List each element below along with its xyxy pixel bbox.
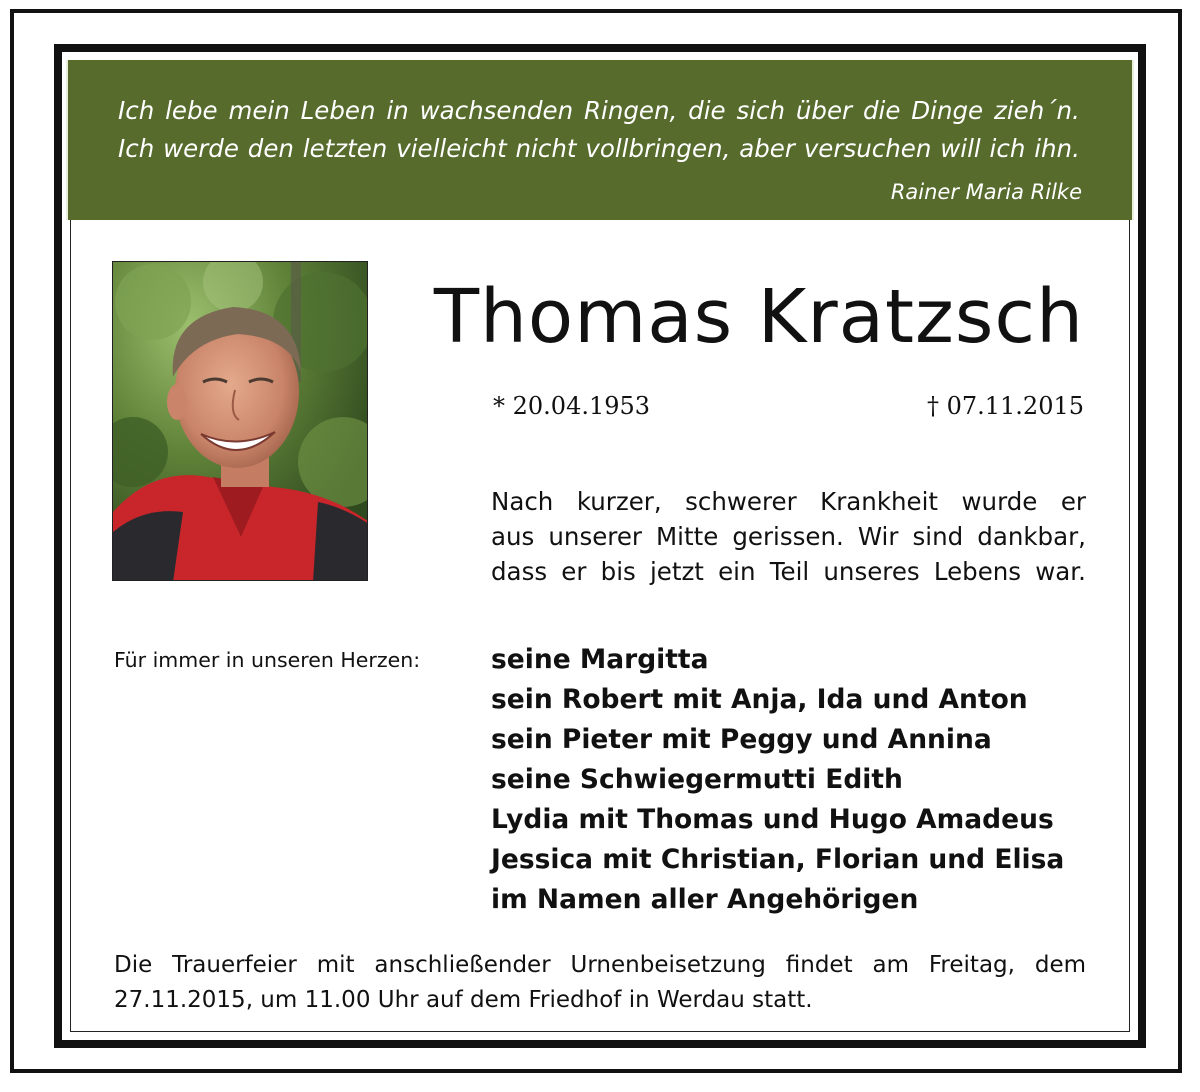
- death-date: † 07.11.2015: [926, 392, 1084, 420]
- obituary-card: [54, 44, 1146, 1048]
- funeral-line-2: 27.11.2015, um 11.00 Uhr auf dem Friedhof in Werdau statt.: [114, 987, 813, 1013]
- family-member: im Namen aller Angehörigen: [491, 884, 919, 915]
- quote-line-1: Ich lebe mein Leben in wachsenden Ringen, die sich über die Dinge zieh´n.: [118, 96, 1080, 125]
- quote-text: [118, 92, 1080, 168]
- quote-banner: [66, 60, 1134, 220]
- deceased-name: Thomas Kratzsch: [433, 274, 1084, 360]
- quote-author: Rainer Maria Rilke: [890, 180, 1082, 204]
- portrait-photo-icon: [113, 262, 368, 581]
- quote-line-2: Ich werde den letzten vielleicht nicht vollbringen, aber versuchen will ich ihn.: [118, 134, 1080, 163]
- family-member: seine Margitta: [491, 644, 709, 675]
- family-member: sein Robert mit Anja, Ida und Anton: [491, 684, 1028, 715]
- family-list: [491, 640, 1064, 920]
- family-member: Lydia mit Thomas und Hugo Amadeus: [491, 804, 1054, 835]
- notice-line-1: Nach kurzer, schwerer Krankheit wurde er: [491, 487, 1086, 516]
- banner-edge-right: [1132, 60, 1134, 220]
- family-member: Jessica mit Christian, Florian und Elisa: [491, 844, 1065, 875]
- funeral-notice: [114, 948, 1086, 1018]
- funeral-line-1: Die Trauerfeier mit anschließender Urnenbeisetzung findet am Freitag, dem: [114, 952, 1086, 978]
- birth-date: * 20.04.1953: [493, 392, 651, 420]
- forever-label: Für immer in unseren Herzen:: [114, 648, 421, 672]
- family-member: seine Schwiegermutti Edith: [491, 764, 903, 795]
- notice-line-2: aus unserer Mitte gerissen. Wir sind dankbar,: [491, 522, 1086, 551]
- notice-text: [491, 484, 1086, 589]
- banner-edge-left: [66, 60, 68, 220]
- family-member: sein Pieter mit Peggy und Annina: [491, 724, 992, 755]
- portrait-photo: [112, 261, 368, 581]
- notice-line-3: dass er bis jetzt ein Teil unseres Lebens war.: [491, 557, 1086, 586]
